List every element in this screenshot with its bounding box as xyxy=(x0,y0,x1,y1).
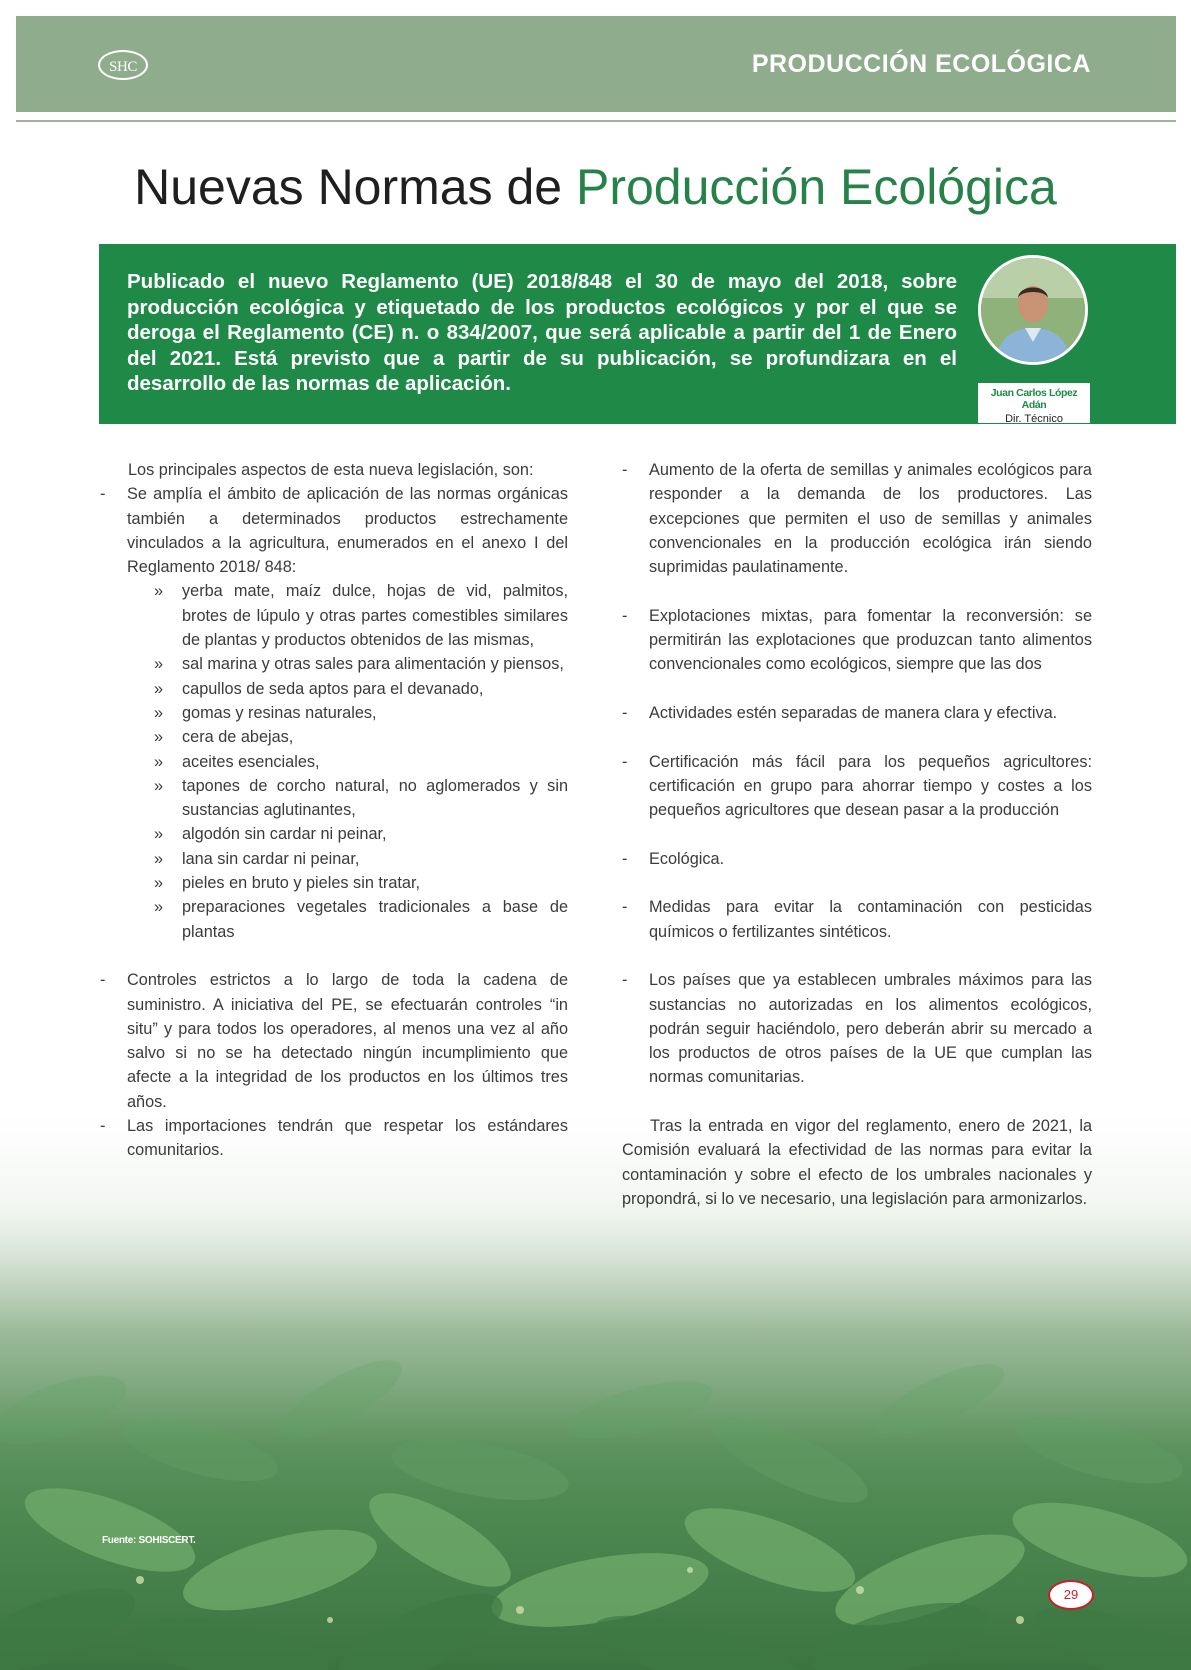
spacer xyxy=(100,944,568,968)
list-item: - Certificación más fácil para los pequeños agricultores: certificación en grupo para ahorrar tiempo y costes a los pequeños agricultores que desean pasar a la producción xyxy=(622,750,1092,823)
list-item: - Los países que ya establecen umbrales máximos para las sustancias no autorizadas en los alimentos ecológicos, podrán seguir haciéndolo, pero deberán abrir su mercado a los productos de otros países de la UE que cumplan las normas comunitarias. xyxy=(622,968,1092,1089)
title-part-green: Producción Ecológica xyxy=(576,159,1057,215)
right-column xyxy=(622,458,1092,1211)
source-credit: Fuente: SOHISCERT. xyxy=(102,1535,196,1546)
closing-paragraph: Tras la entrada en vigor del reglamento, enero de 2021, la Comisión evaluará la efectividad de las normas para evitar la contaminación y sobre el efecto de los umbrales nacionales y propondrá, si lo ve necesario, una legislación para armonizarlos. xyxy=(622,1117,1092,1208)
sub-list-item: » preparaciones vegetales tradicionales a base de plantas xyxy=(100,895,568,944)
sub-list-item: » capullos de seda aptos para el devanado, xyxy=(100,677,568,701)
list-item: - Actividades estén separadas de manera clara y efectiva. xyxy=(622,701,1092,725)
sub-list-item: » pieles en bruto y pieles sin tratar, xyxy=(100,871,568,895)
author-caption xyxy=(978,383,1090,423)
list-item: - Las importaciones tendrán que respetar los estándares comunitarios. xyxy=(100,1114,568,1163)
section-label: PRODUCCIÓN ECOLÓGICA xyxy=(751,50,1091,78)
sub-list-item: » tapones de corcho natural, no aglomerados y sin sustancias aglutinantes, xyxy=(100,774,568,823)
title-part-dark: Nuevas Normas de xyxy=(134,159,576,215)
list-item: - Se amplía el ámbito de aplicación de las normas orgánicas también a determinados productos estrechamente vinculados a la agricultura, enumerados en el anexo I del Reglamento 2018/ 848: xyxy=(100,482,568,579)
list-item: - Aumento de la oferta de semillas y animales ecológicos para responder a la demanda de los productores. Las excepciones que permiten el uso de semillas y animales convencionales en la producción ecológica irán siendo suprimidas paulatinamente. xyxy=(622,458,1092,579)
sub-list-item: » sal marina y otras sales para alimentación y piensos, xyxy=(100,652,568,676)
sub-list-item: » aceites esenciales, xyxy=(100,750,568,774)
left-column xyxy=(100,458,568,1163)
sub-list-item: » algodón sin cardar ni peinar, xyxy=(100,822,568,846)
author-name: Juan Carlos López Adán xyxy=(990,387,1078,411)
author-photo xyxy=(978,255,1088,365)
lead-paragraph: Los principales aspectos de esta nueva legislación, son: xyxy=(128,461,534,479)
page-number-badge: 29 xyxy=(1048,1580,1094,1610)
list-item: - Explotaciones mixtas, para fomentar la reconversión: se permitirán las explotaciones que produzcan tanto alimentos convencionales como ecológicos, siempre que las dos xyxy=(622,604,1092,677)
intro-text: Publicado el nuevo Reglamento (UE) 2018/848 el 30 de mayo del 2018, sobre producción ecológica y etiquetado de los productos ecológicos y por el que se deroga el Reglamento (CE) n. o 834/2007, que será aplicable a partir del 1 de Enero del 2021. Está previsto que a partir de su publicación, se profundizara en el desarrollo de las normas de aplicación. xyxy=(127,270,957,395)
sub-list-item: » cera de abejas, xyxy=(100,725,568,749)
spacer xyxy=(622,871,1092,895)
sub-list-item: » yerba mate, maíz dulce, hojas de vid, palmitos, brotes de lúpulo y otras partes comestibles similares de plantas y productos obtenidos de las mismas, xyxy=(100,579,568,652)
spacer xyxy=(622,579,1092,603)
shc-logo: SHC xyxy=(98,50,148,80)
sub-list-item: » lana sin cardar ni peinar, xyxy=(100,847,568,871)
list-item: - Ecológica. xyxy=(622,847,1092,871)
sub-list-item: » gomas y resinas naturales, xyxy=(100,701,568,725)
annex-product-list xyxy=(100,579,568,943)
list-item: - Controles estrictos a lo largo de toda la cadena de suministro. A iniciativa del PE, se efectuarán controles “in situ” y para todos los operadores, al menos una vez al año salvo si no se ha detectado ningún incumplimiento que afecte a la integridad de los productos en los últimos tres años. xyxy=(100,968,568,1114)
spacer xyxy=(622,725,1092,749)
spacer xyxy=(622,822,1092,846)
header-divider xyxy=(16,120,1176,122)
page-title xyxy=(0,158,1191,216)
spacer xyxy=(622,677,1092,701)
author-role: Dir. Técnico xyxy=(1005,413,1063,425)
spacer xyxy=(622,1090,1092,1114)
spacer xyxy=(622,944,1092,968)
list-item: - Medidas para evitar la contaminación con pesticidas químicos o fertilizantes sintéticos. xyxy=(622,895,1092,944)
